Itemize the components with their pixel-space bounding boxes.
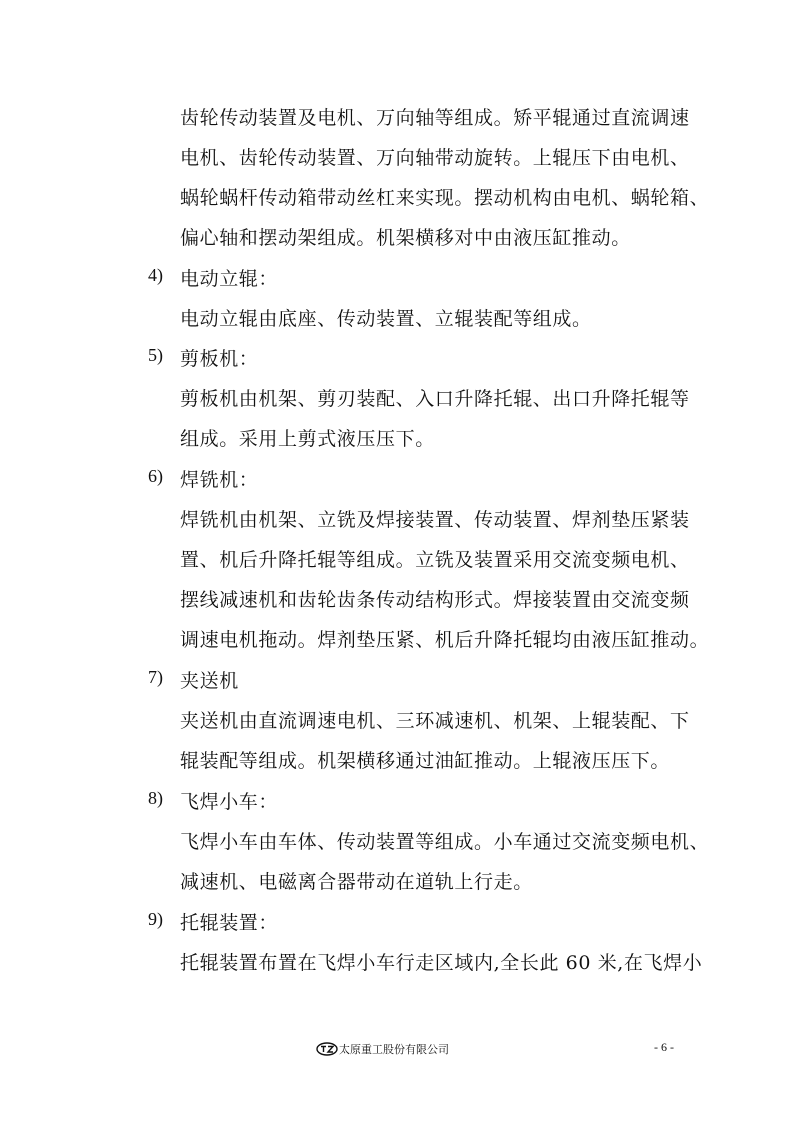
item-number: 5) xyxy=(148,345,163,365)
item-title: 电动立辊： xyxy=(180,268,279,290)
body-line: 偏心轴和摆动架组成。机架横移对中由液压缸推动。 xyxy=(180,227,631,249)
item-title: 夹送机 xyxy=(180,670,239,692)
body-line: 调速电机拖动。焊剂垫压紧、机后升降托辊均由液压缸推动。 xyxy=(180,629,710,651)
body-line: 焊铣机由机架、立铣及焊接装置、传动装置、焊剂垫压紧装 xyxy=(180,509,690,531)
body-line: 减速机、电磁离合器带动在道轨上行走。 xyxy=(180,871,533,893)
page-number: - 6 - xyxy=(654,1040,674,1054)
item-title: 焊铣机： xyxy=(180,469,259,491)
body-line: 夹送机由直流调速电机、三环减速机、机架、上辊装配、下 xyxy=(180,710,690,732)
body-line: 摆线减速机和齿轮齿条传动结构形式。焊接装置由交流变频 xyxy=(180,589,690,611)
body-line: 电机、齿轮传动装置、万向轴带动旋转。上辊压下由电机、 xyxy=(180,147,690,169)
item-number: 8) xyxy=(148,788,163,808)
body-line: 组成。采用上剪式液压压下。 xyxy=(180,428,435,450)
item-number: 6) xyxy=(148,466,163,486)
item-title: 飞焊小车： xyxy=(180,791,279,813)
body-line: 齿轮传动装置及电机、万向轴等组成。矫平辊通过直流调速 xyxy=(180,107,690,129)
body-line: 蜗轮蜗杆传动箱带动丝杠来实现。摆动机构由电机、蜗轮箱、 xyxy=(180,187,710,209)
item-number: 9) xyxy=(148,909,163,929)
body-line: 电动立辊由底座、传动装置、立辊装配等组成。 xyxy=(180,308,592,330)
body-line: 置、机后升降托辊等组成。立铣及装置采用交流变频电机、 xyxy=(180,549,690,571)
body-line: 剪板机由机架、剪刃装配、入口升降托辊、出口升降托辊等 xyxy=(180,388,690,410)
body-line: 辊装配等组成。机架横移通过油缸推动。上辊液压压下。 xyxy=(180,750,671,772)
tz-logo-icon xyxy=(316,1042,338,1056)
item-number: 7) xyxy=(148,667,163,687)
body-line: 飞焊小车由车体、传动装置等组成。小车通过交流变频电机、 xyxy=(180,831,710,853)
body-line: 托辊装置布置在飞焊小车行走区域内,全长此 60 米,在飞焊小 xyxy=(180,952,703,974)
footer-company: 太原重工股份有限公司 xyxy=(339,1043,449,1056)
item-number: 4) xyxy=(148,265,163,285)
item-title: 剪板机： xyxy=(180,348,259,370)
item-title: 托辊装置： xyxy=(180,912,279,934)
